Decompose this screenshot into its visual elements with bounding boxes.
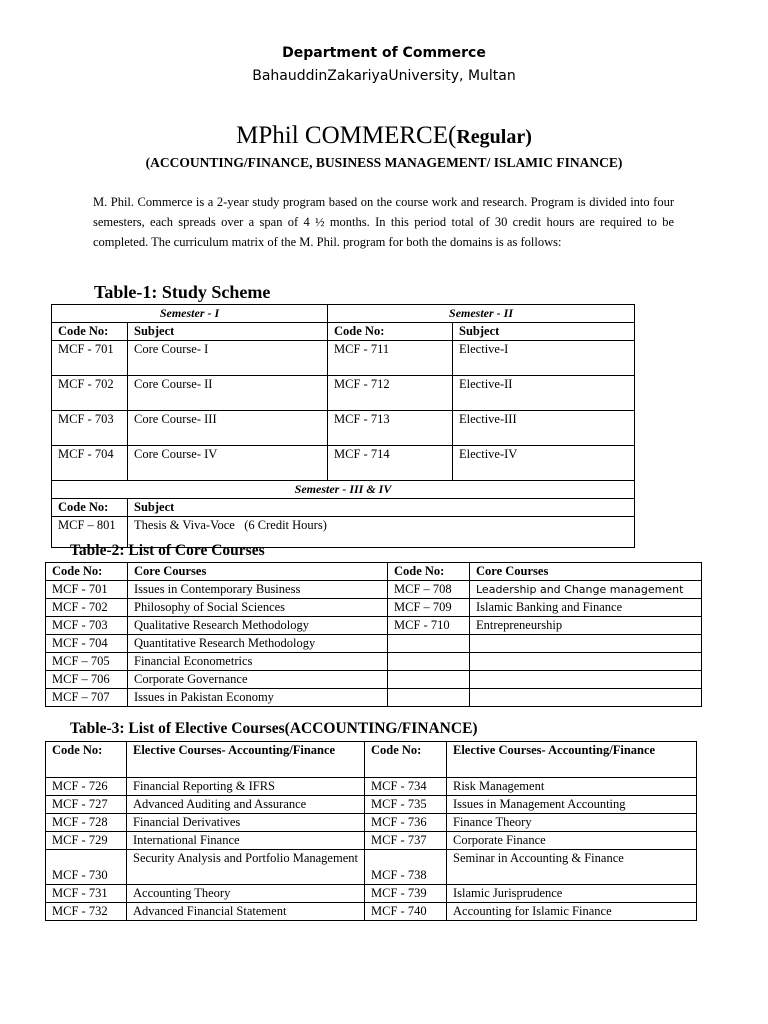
table-row <box>52 446 635 481</box>
page-subtitle: (ACCOUNTING/FINANCE, BUSINESS MANAGEMENT/ ISLAMIC FINANCE) <box>145 155 623 170</box>
subject-cell: Core Course- II <box>128 376 328 411</box>
col-header-code: Code No: <box>388 563 470 581</box>
course-cell: Qualitative Research Methodology <box>128 617 388 635</box>
code-cell: MCF - 727 <box>46 796 127 814</box>
elective-courses-table <box>45 741 697 921</box>
course-cell: Advanced Auditing and Assurance <box>127 796 365 814</box>
subject-cell: Thesis & Viva-Voce (6 Credit Hours) <box>128 517 635 548</box>
code-cell: MCF - 712 <box>328 376 453 411</box>
table-row <box>46 635 702 653</box>
course-cell: Philosophy of Social Sciences <box>128 599 388 617</box>
code-cell: MCF - 713 <box>328 411 453 446</box>
table-row <box>46 796 697 814</box>
col-header-code: Code No: <box>52 499 128 517</box>
course-cell: Issues in Contemporary Business <box>128 581 388 599</box>
course-cell: Advanced Financial Statement <box>127 903 365 921</box>
code-cell: MCF - 703 <box>46 617 128 635</box>
university-heading: BahauddinZakariyaUniversity, Multan <box>252 68 516 84</box>
code-cell: MCF - 730 <box>46 850 127 885</box>
code-cell: MCF - 734 <box>365 778 447 796</box>
code-cell: MCF - 702 <box>52 376 128 411</box>
table-row <box>46 653 702 671</box>
code-cell: MCF – 801 <box>52 517 128 548</box>
subject-cell: Core Course- I <box>128 341 328 376</box>
table-row <box>46 885 697 903</box>
code-cell: MCF - 732 <box>46 903 127 921</box>
col-header-subject: Subject <box>453 323 635 341</box>
semester-1-header: Semester - I <box>52 305 328 323</box>
title-regular: Regular <box>456 126 526 148</box>
code-cell: MCF – 706 <box>46 671 128 689</box>
page-title <box>0 122 768 150</box>
table-row <box>46 814 697 832</box>
col-header-courses: Elective Courses- Accounting/Finance <box>127 742 365 778</box>
course-cell: Corporate Finance <box>447 832 697 850</box>
core-courses-table <box>45 562 702 707</box>
subject-cell: Elective-II <box>453 376 635 411</box>
subject-cell: Core Course- IV <box>128 446 328 481</box>
course-cell <box>470 671 702 689</box>
table-row <box>46 581 702 599</box>
table-row <box>46 599 702 617</box>
col-header-code: Code No: <box>365 742 447 778</box>
code-cell: MCF - 739 <box>365 885 447 903</box>
code-cell: MCF - 726 <box>46 778 127 796</box>
subject-cell: Core Course- III <box>128 411 328 446</box>
code-cell: MCF - 728 <box>46 814 127 832</box>
course-cell: Corporate Governance <box>128 671 388 689</box>
course-cell <box>470 653 702 671</box>
code-cell <box>388 671 470 689</box>
table-row <box>46 671 702 689</box>
table-row <box>46 832 697 850</box>
course-cell: Financial Econometrics <box>128 653 388 671</box>
code-cell: MCF - 731 <box>46 885 127 903</box>
code-cell: MCF - 738 <box>365 850 447 885</box>
table1-caption: Table-1: Study Scheme <box>94 282 271 302</box>
table-row <box>46 689 702 707</box>
code-cell: MCF – 709 <box>388 599 470 617</box>
code-cell: MCF - 703 <box>52 411 128 446</box>
code-cell: MCF - 704 <box>52 446 128 481</box>
table-row <box>52 341 635 376</box>
table-row <box>52 411 635 446</box>
code-cell: MCF - 736 <box>365 814 447 832</box>
course-cell: Financial Derivatives <box>127 814 365 832</box>
code-cell: MCF - 729 <box>46 832 127 850</box>
table2-caption: Table-2: List of Core Courses <box>70 542 265 559</box>
title-main: MPhil COMMERCE( <box>236 122 457 149</box>
table-row <box>52 376 635 411</box>
course-cell: Quantitative Research Methodology <box>128 635 388 653</box>
code-cell: MCF – 708 <box>388 581 470 599</box>
subject-cell: Elective-I <box>453 341 635 376</box>
table3-caption: Table-3: List of Elective Courses(ACCOUNTING/FINANCE) <box>70 720 478 737</box>
col-header-courses: Core Courses <box>470 563 702 581</box>
intro-paragraph: M. Phil. Commerce is a 2-year study program based on the course work and research. Program is divided into four semesters, each spreads over a span of 4 ½ months. In this period total of 30 credit hours are required to be completed. The curriculum matrix of the M. Phil. program for both the domains is as follows: <box>93 195 674 249</box>
course-cell: Leadership and Change management <box>470 581 702 599</box>
code-cell: MCF - 714 <box>328 446 453 481</box>
code-cell: MCF - 701 <box>52 341 128 376</box>
course-cell: Entrepreneurship <box>470 617 702 635</box>
code-cell: MCF - 740 <box>365 903 447 921</box>
code-cell: MCF – 707 <box>46 689 128 707</box>
col-header-code: Code No: <box>46 563 128 581</box>
col-header-code: Code No: <box>46 742 127 778</box>
col-header-code: Code No: <box>52 323 128 341</box>
col-header-subject: Subject <box>128 499 635 517</box>
col-header-courses: Elective Courses- Accounting/Finance <box>447 742 697 778</box>
study-scheme-table <box>51 304 635 548</box>
code-cell <box>388 689 470 707</box>
code-cell: MCF - 701 <box>46 581 128 599</box>
code-cell: MCF - 737 <box>365 832 447 850</box>
code-cell: MCF - 735 <box>365 796 447 814</box>
course-cell <box>470 689 702 707</box>
semester-3-4-header: Semester - III & IV <box>52 481 635 499</box>
course-cell <box>470 635 702 653</box>
department-heading: Department of Commerce <box>282 45 486 61</box>
code-cell <box>388 653 470 671</box>
course-cell: Finance Theory <box>447 814 697 832</box>
semester-2-header: Semester - II <box>328 305 635 323</box>
course-cell: Risk Management <box>447 778 697 796</box>
course-cell: Accounting Theory <box>127 885 365 903</box>
course-cell: Financial Reporting & IFRS <box>127 778 365 796</box>
code-cell <box>388 635 470 653</box>
table-row <box>46 617 702 635</box>
course-cell: International Finance <box>127 832 365 850</box>
code-cell: MCF - 711 <box>328 341 453 376</box>
table-row <box>46 850 697 885</box>
code-cell: MCF – 705 <box>46 653 128 671</box>
code-cell: MCF - 702 <box>46 599 128 617</box>
table-row <box>46 778 697 796</box>
course-cell: Seminar in Accounting & Finance <box>447 850 697 885</box>
subject-cell: Elective-IV <box>453 446 635 481</box>
col-header-code: Code No: <box>328 323 453 341</box>
course-cell: Issues in Management Accounting <box>447 796 697 814</box>
course-cell: Islamic Banking and Finance <box>470 599 702 617</box>
table-row <box>46 903 697 921</box>
course-cell: Islamic Jurisprudence <box>447 885 697 903</box>
col-header-subject: Subject <box>128 323 328 341</box>
title-close: ) <box>525 126 532 148</box>
subject-cell: Elective-III <box>453 411 635 446</box>
code-cell: MCF - 704 <box>46 635 128 653</box>
course-cell: Issues in Pakistan Economy <box>128 689 388 707</box>
code-cell: MCF - 710 <box>388 617 470 635</box>
course-cell: Accounting for Islamic Finance <box>447 903 697 921</box>
course-cell: Security Analysis and Portfolio Management <box>127 850 365 885</box>
col-header-courses: Core Courses <box>128 563 388 581</box>
